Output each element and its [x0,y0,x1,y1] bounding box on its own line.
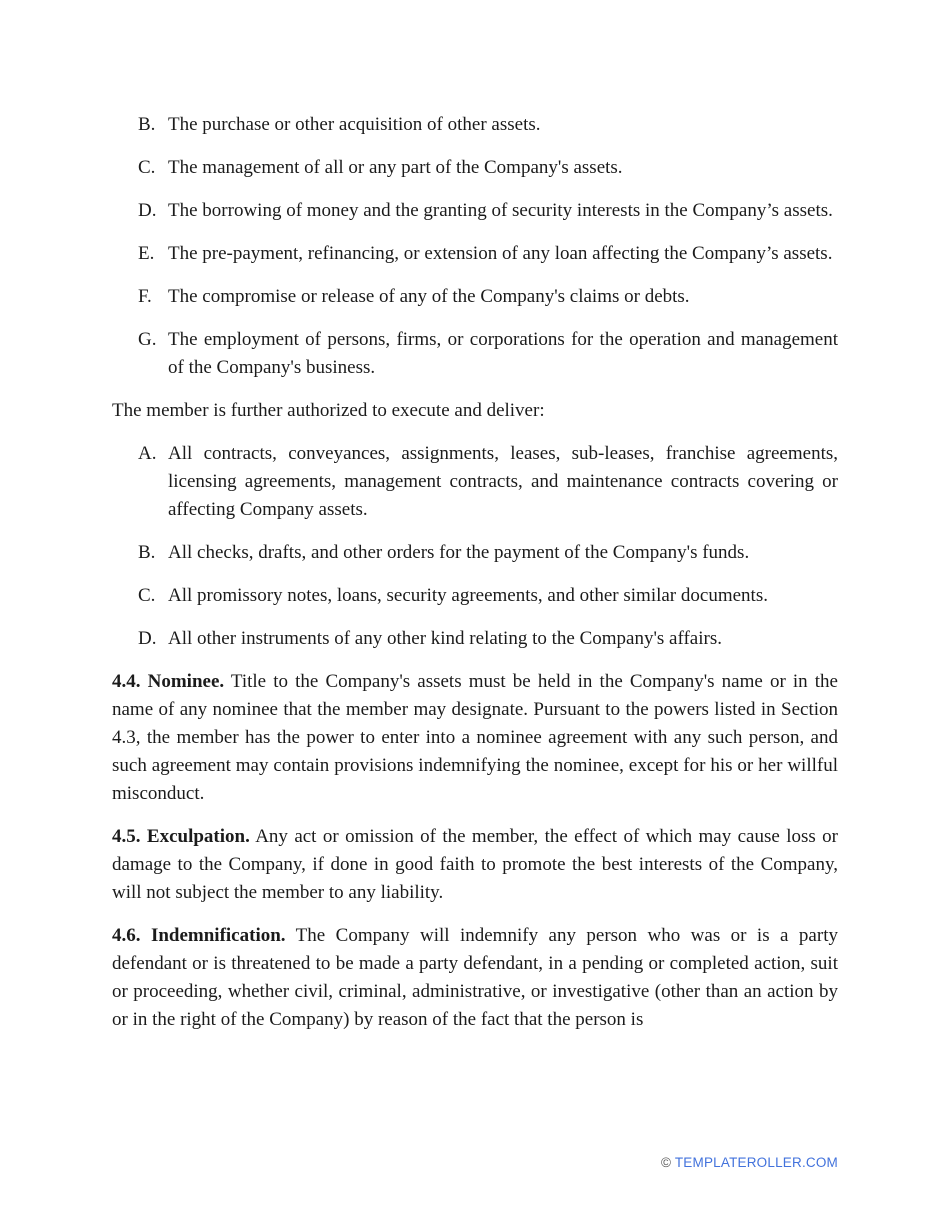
list-marker: G. [138,329,157,350]
powers-list-item-c [112,154,838,182]
list-marker: C. [138,585,156,606]
section-4-6-body: The Company will indemnify any person who was or is a party defendant or is threatened to be made a party defendant, in a pending or completed action, suit or proceeding, whether civil, criminal, administrative, or investigative (other than an action by or in the right of the Company) by reason of the fact that the person is [112,925,838,1030]
powers-list-item-b [112,111,838,139]
list-item-text: All checks, drafts, and other orders for the payment of the Company's funds. [168,542,750,563]
list-item-text: The compromise or release of any of the Company's claims or debts. [168,286,690,307]
list-item-text: The management of all or any part of the Company's assets. [168,157,623,178]
section-4-5-body: Any act or omission of the member, the effect of which may cause loss or damage to the Company, if done in good faith to promote the best interests of the Company, will not subject the member to any liability. [112,826,838,903]
intro-paragraph: The member is further authorized to execute and deliver: [112,400,545,421]
powers-list-item-f [112,283,838,311]
section-4-4-paragraph [112,668,838,808]
section-4-6-paragraph [112,922,838,1034]
list-item-text: The pre-payment, refinancing, or extension of any loan affecting the Company’s assets. [168,243,833,264]
list-item-text: The employment of persons, firms, or corporations for the operation and management of the Company's business. [168,329,838,378]
templateroller-link[interactable]: TEMPLATEROLLER.COM [674,1155,838,1170]
list-item-text: The borrowing of money and the granting of security interests in the Company’s assets. [168,200,833,221]
powers-list-item-e [112,240,838,268]
powers-list-item-g [112,326,838,382]
list-item-text: All promissory notes, loans, security agreements, and other similar documents. [168,585,768,606]
page-footer [661,1154,838,1171]
deliverables-list-item-a [112,440,838,524]
list-marker: A. [138,443,157,464]
section-4-6-heading: 4.6. Indemnification. [112,925,286,946]
list-marker: F. [138,286,152,307]
list-marker: D. [138,628,157,649]
section-4-4-body: Title to the Company's assets must be held in the Company's name or in the name of any nominee that the member may designate. Pursuant to the powers listed in Section 4.3, the member has the power to enter into a nominee agreement with any such person, and such agreement may contain provisions indemnifying the nominee, except for his or her willful misconduct. [112,671,838,804]
document-content [112,111,838,1049]
list-marker: C. [138,157,156,178]
list-marker: D. [138,200,157,221]
list-item-text: All contracts, conveyances, assignments, leases, sub-leases, franchise agreements, licensing agreements, management contracts, and maintenance contracts covering or affecting Company assets. [168,443,838,520]
deliverables-list-item-c [112,582,838,610]
section-4-5-heading: 4.5. Exculpation. [112,826,250,847]
section-4-5-paragraph [112,823,838,907]
copyright-symbol: © [660,1155,672,1170]
section-4-4-heading: 4.4. Nominee. [112,671,225,692]
list-item-text: The purchase or other acquisition of other assets. [168,114,541,135]
deliverables-list-item-d [112,625,838,653]
list-item-text: All other instruments of any other kind relating to the Company's affairs. [168,628,722,649]
list-marker: B. [138,114,156,135]
list-marker: B. [138,542,156,563]
powers-list-item-d [112,197,838,225]
list-marker: E. [138,243,155,264]
deliverables-list-item-b [112,539,838,567]
